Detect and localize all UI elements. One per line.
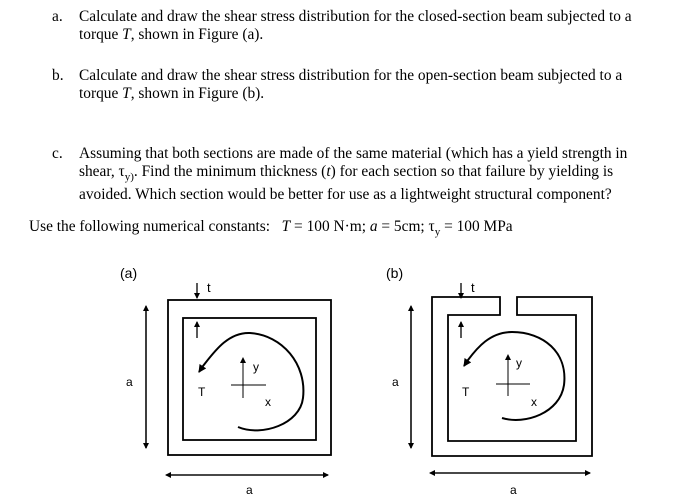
torque-label: T [462,385,470,399]
thickness-label: t [207,280,211,295]
question-a-label: a. [52,8,63,25]
question-c-line2: shear, $\tau_{y)}$. Find the minimum thickness (t) for each section so that failure by yielding is [79,163,614,184]
side-length-symbol: a [369,218,378,235]
torque-symbol: T [122,26,131,43]
side-dimension-label: a [392,375,399,389]
tau-subscript: y) [124,171,134,184]
outer-wall [168,300,331,455]
bottom-dimension-label: a [510,483,517,497]
bottom-dimension-label: a [246,483,253,497]
torque-arrow [199,333,303,430]
question-c-line3: avoided. Which section would be better for use as a lightweight structural component? [79,186,612,204]
question-c-label: c. [52,145,63,162]
figure-a-closed-section [120,265,331,497]
open-section-wall [432,297,592,456]
torque-arrow [464,332,564,420]
question-b-line1: Calculate and draw the shear stress distribution for the open-section beam subjected to a [79,67,623,84]
thickness-label: t [471,280,475,295]
y-axis-label: y [253,360,259,374]
thickness-symbol: t [326,163,331,180]
x-axis-label: x [531,395,537,409]
side-dimension-label: a [126,375,133,389]
question-c-line1: Assuming that both sections are made of the same material (which has a yield strength in [79,145,628,162]
constants-intro: Use the following numerical constants: [29,218,271,235]
question-a-line1: Calculate and draw the shear stress distribution for the closed-section beam subjected to a [79,8,632,25]
question-b-line2: torque T, shown in Figure (b). [79,85,265,102]
figure-b-open-section [386,265,592,497]
inner-wall [183,318,316,440]
torque-label: T [198,385,206,399]
torque-symbol: T [281,218,291,235]
x-axis-label: x [265,395,271,409]
numerical-constants: Use the following numerical constants: T = 100 N·m; a = 5cm; $\tau_y = 100$ MPa [29,218,513,239]
figure-b-caption: (b) [386,265,404,281]
y-axis-label: y [516,356,522,370]
question-b-label: b. [52,67,64,84]
torque-symbol: T [122,85,131,102]
question-a-line2: torque T, shown in Figure (a). [79,26,264,43]
figure-a-caption: (a) [120,265,138,281]
